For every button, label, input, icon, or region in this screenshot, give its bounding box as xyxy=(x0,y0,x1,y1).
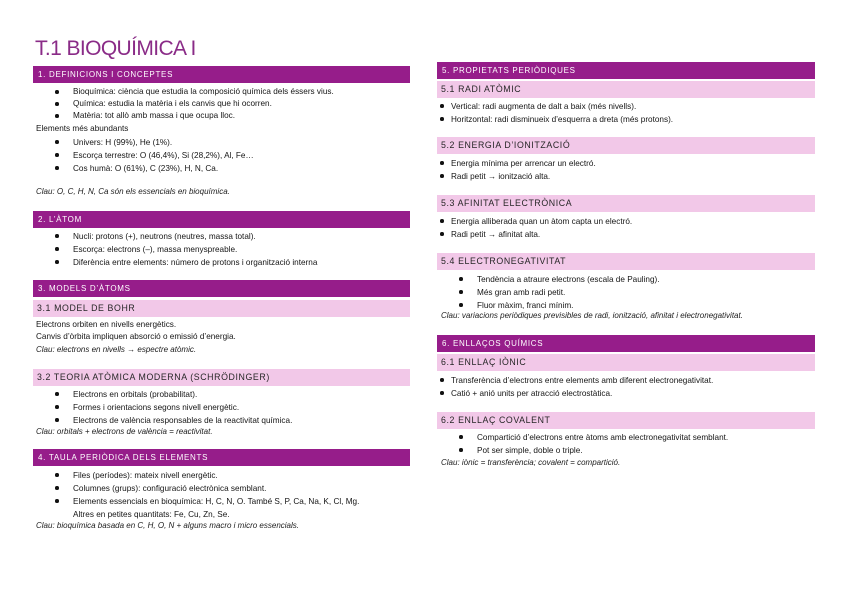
section-heading: 3. MODELS D’ÀTOMS xyxy=(33,280,410,297)
ionization-energy-list xyxy=(437,157,815,183)
section-heading: 1. DEFINICIONS I CONCEPTES xyxy=(33,66,410,83)
key-note: Clau: electrons en nivells → espectre atòmic. xyxy=(36,345,197,354)
atom-list xyxy=(33,230,410,269)
list-item: Radi petit → ionització alta. xyxy=(437,170,815,183)
periodic-table-list xyxy=(33,469,410,521)
list-item: Horitzontal: radi disminueix d’esquerra a dreta (més protons). xyxy=(437,113,815,126)
key-note: Clau: bioquímica basada en C, H, O, N + alguns macro i micro essencials. xyxy=(36,521,300,530)
subsection-heading: 6.2 ENLLAÇ COVALENT xyxy=(437,412,815,429)
subsection-heading: 3.1 MODEL DE BOHR xyxy=(33,300,410,317)
list-item: Escorça: electrons (–), massa menyspreable. xyxy=(33,243,410,256)
list-item: Més gran amb radi petit. xyxy=(437,286,815,299)
subsection-heading: 5.2 ENERGIA D’IONITZACIÓ xyxy=(437,137,815,154)
list-item: Diferència entre elements: número de protons i organització interna xyxy=(33,256,410,269)
list-item: Energia alliberada quan un àtom capta un electró. xyxy=(437,215,815,228)
list-item: Pot ser simple, doble o triple. xyxy=(437,444,815,457)
list-item: Formes i orientacions segons nivell energètic. xyxy=(33,401,410,414)
section-heading: 5. PROPIETATS PERIÒDIQUES xyxy=(437,62,815,79)
electronegativity-list xyxy=(437,273,815,312)
definitions-list xyxy=(33,86,410,122)
list-item: Cos humà: O (61%), C (23%), H, N, Ca. xyxy=(33,162,410,175)
list-item: Columnes (grups): configuració electrònica semblant. xyxy=(33,482,410,495)
list-item: Nucli: protons (+), neutrons (neutres, massa total). xyxy=(33,230,410,243)
right-column xyxy=(437,0,815,599)
list-item: Energia mínima per arrencar un electró. xyxy=(437,157,815,170)
electron-affinity-list xyxy=(437,215,815,241)
list-item: Electrons de valència responsables de la reactivitat química. xyxy=(33,414,410,427)
subsection-heading: 5.4 ELECTRONEGATIVITAT xyxy=(437,253,815,270)
list-item: Electrons en orbitals (probabilitat). xyxy=(33,388,410,401)
modern-theory-list xyxy=(33,388,410,427)
left-column xyxy=(33,0,410,599)
paragraph-line: Electrons orbiten en nivells energètics. xyxy=(36,320,177,329)
list-item: Tendència a atraure electrons (escala de Pauling). xyxy=(437,273,815,286)
paragraph-line: Canvis d’òrbita impliquen absorció o emissió d’energia. xyxy=(36,332,236,341)
section-heading: 6. ENLLAÇOS QUÍMICS xyxy=(437,335,815,352)
section-heading: 2. L’ÀTOM xyxy=(33,211,410,228)
list-item: Escorça terrestre: O (46,4%), Si (28,2%), Al, Fe… xyxy=(33,149,410,162)
abundance-list xyxy=(33,136,410,175)
covalent-bond-list xyxy=(437,431,815,457)
key-note: Clau: iònic = transferència; covalent = compartició. xyxy=(441,458,621,467)
section-heading: 4. TAULA PERIÒDICA DELS ELEMENTS xyxy=(33,449,410,466)
list-item: Transferència d’electrons entre elements amb diferent electronegativitat. xyxy=(437,374,815,387)
key-note: Clau: variacions periòdiques previsibles de radi, ionització, afinitat i electronegativitat. xyxy=(441,311,743,320)
list-item: Fluor màxim, franci mínim. xyxy=(437,299,815,312)
list-item: Elements essencials en bioquímica: H, C, N, O. També S, P, Ca, Na, K, Cl, Mg. xyxy=(33,495,410,508)
subsection-heading: 6.1 ENLLAÇ IÒNIC xyxy=(437,354,815,371)
subsection-heading: 5.1 RADI ATÒMIC xyxy=(437,81,815,98)
list-item: Radi petit → afinitat alta. xyxy=(437,228,815,241)
key-note: Clau: orbitals + electrons de valència = reactivitat. xyxy=(36,427,213,436)
page-title: T.1 BIOQUÍMICA I xyxy=(35,37,196,60)
list-item: Univers: H (99%), He (1%). xyxy=(33,136,410,149)
list-item: Catió + anió units per atracció electrostàtica. xyxy=(437,387,815,400)
list-item: Files (períodes): mateix nivell energètic. xyxy=(33,469,410,482)
subsection-heading: 3.2 TEORIA ATÒMICA MODERNA (SCHRÖDINGER) xyxy=(33,369,410,386)
subsection-heading: 5.3 AFINITAT ELECTRÒNICA xyxy=(437,195,815,212)
list-item: Vertical: radi augmenta de dalt a baix (més nivells). xyxy=(437,100,815,113)
list-item: Química: estudia la matèria i els canvis que hi ocorren. xyxy=(33,98,410,110)
abundance-heading: Elements més abundants xyxy=(36,124,129,133)
atomic-radius-list xyxy=(437,100,815,126)
key-note: Clau: O, C, H, N, Ca són els essencials en bioquímica. xyxy=(36,187,230,196)
list-item: Matèria: tot allò amb massa i que ocupa lloc. xyxy=(33,110,410,122)
list-item: Compartició d’electrons entre àtoms amb electronegativitat semblant. xyxy=(437,431,815,444)
list-item: Bioquímica: ciència que estudia la composició química dels éssers vius. xyxy=(33,86,410,98)
ionic-bond-list xyxy=(437,374,815,400)
list-item-continuation: Altres en petites quantitats: Fe, Cu, Zn, Se. xyxy=(73,509,230,519)
